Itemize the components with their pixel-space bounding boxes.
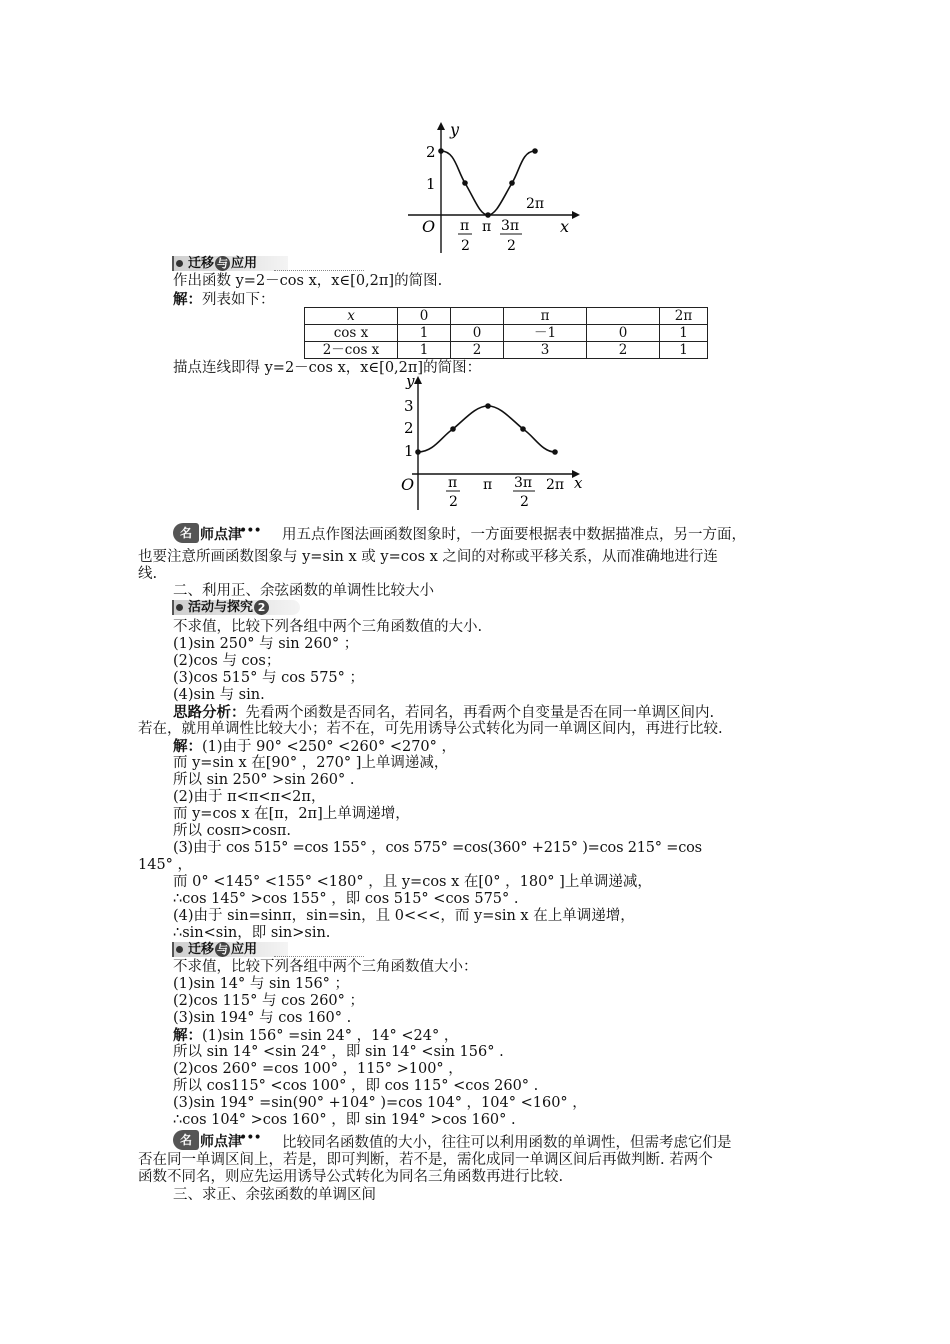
graph-1-xtick-num: π: [460, 218, 470, 234]
problem-item: (1)sin 14° 与 sin 156° ；: [173, 976, 350, 992]
solution-line: [173, 1027, 458, 1045]
section-banner: [172, 942, 288, 957]
problem-item: (2)cos 与 cos；: [173, 653, 281, 669]
graph-2-point: [552, 449, 558, 455]
graph-2-ytick-1: 1: [404, 442, 414, 460]
tip-text: 否在同一单调区间上，若是，即可判断，若不是，需化成同一单调区间后再做判断. 若两个: [138, 1152, 713, 1168]
graph-2-point: [415, 449, 421, 455]
table-cell: 1: [660, 325, 708, 342]
graph-1-xtick-3pi-over-2: [500, 218, 522, 254]
table-cell: x: [305, 308, 398, 325]
graph-2-xtick-den: 2: [449, 494, 458, 510]
graph-1-ytick-2: 2: [426, 143, 436, 161]
graph-2-x-label: x: [574, 474, 583, 492]
graph-2-point: [450, 426, 456, 432]
table-row: [305, 342, 708, 359]
graph-2-point: [485, 403, 491, 409]
solution-text: (3)由于 cos 515° =cos 155° ，cos 575° =cos(360° +215° )=cos 215° =cos: [173, 840, 702, 856]
graph-2-xtick-den: 2: [520, 494, 529, 510]
solution-text: (4)由于 sin=sinπ，sin=sin，且 0<<<，而 y=sin x 在上单调递增，: [173, 908, 635, 924]
solution-text: 而 y=sin x 在[90° ，270° ]上单调递减，: [173, 755, 449, 771]
solution-text: ∴cos 104° >cos 160° ，即 sin 194° >cos 160° .: [173, 1112, 516, 1128]
graph-1-origin: O: [422, 217, 436, 236]
table-cell: 1: [660, 342, 708, 359]
analysis-label: 思路分析：: [173, 704, 246, 721]
graph-2-xtick-pi-over-2: [446, 475, 460, 510]
graph-1-y-label: y: [450, 120, 460, 139]
solution-text: 所以 cos115° <cos 100° ，即 cos 115° <cos 260° .: [173, 1078, 539, 1094]
table-cell: 2: [451, 342, 504, 359]
solution-text: 而 0° <145° <155° <180° ，且 y=cos x 在[0° ，180° ]上单调递减，: [173, 874, 652, 890]
analysis-text: 先看两个函数是否同名，若同名，再看两个自变量是否在同一单调区间内.: [245, 705, 715, 721]
banner-text: 应用: [231, 256, 258, 271]
table-cell: －1: [504, 325, 587, 342]
banner-mark: 2: [254, 600, 269, 615]
graph-1-curve: [441, 151, 535, 215]
banner-underline: [274, 270, 364, 271]
table-cell: [587, 308, 660, 325]
table-cell: 2－cos x: [305, 342, 398, 359]
solution-text: ∴cos 145° >cos 155° ，即 cos 515° <cos 575° .: [173, 891, 519, 907]
graph-1-point: [509, 180, 515, 186]
graph-1-xtick-pi: π: [482, 219, 492, 235]
table-cell: 1: [398, 342, 451, 359]
table-row: [305, 325, 708, 342]
after-table-text: 描点连线即得 y=2－cos x，x∈[0,2π]的简图：: [173, 360, 482, 376]
tip-label: 师点津: [200, 1134, 242, 1150]
banner-mark: 与: [217, 257, 229, 270]
graph-1-point: [532, 148, 538, 154]
section-banner: [172, 256, 288, 271]
table-cell: π: [504, 308, 587, 325]
problem-item: (3)sin 194° 与 cos 160° .: [173, 1010, 352, 1026]
graph-1-x-arrow: [572, 211, 580, 219]
analysis-text: 若在，就用单调性比较大小；若不在，可先用诱导公式转化为同一单调区间内，再进行比较.: [138, 721, 723, 737]
solution-text: 所以 sin 250° >sin 260° .: [173, 772, 355, 788]
graph-1-y-arrow: [437, 122, 445, 130]
tip-text: 函数不同名，则应先运用诱导公式转化为同名三角函数再进行比较.: [138, 1169, 564, 1185]
graph-1-xtick-den: 2: [507, 238, 516, 254]
problem-item: (3)cos 515° 与 cos 575° ；: [173, 670, 365, 686]
table-cell: 0: [451, 325, 504, 342]
graph-2-y-label: y: [406, 372, 415, 390]
graph-1-xtick-2pi: 2π: [526, 196, 545, 212]
table-row: [305, 308, 708, 325]
table-cell: 1: [398, 325, 451, 342]
tip-tag: 名: [173, 1130, 199, 1150]
graph-2-ytick-3: 3: [404, 397, 414, 415]
solution-text: (2)cos 260° =cos 100° ，115° >100° ，: [173, 1061, 463, 1077]
graph-2: [392, 372, 592, 512]
solution-label: 解：: [173, 738, 202, 755]
banner-underline: [274, 956, 364, 957]
solution-text: (3)sin 194° =sin(90° +104° )=cos 104° ，104° <160° ，: [173, 1095, 587, 1111]
graph-1-xtick-den: 2: [461, 238, 470, 254]
table-cell: 2π: [660, 308, 708, 325]
graph-1-point: [485, 212, 491, 218]
solution-text: (2)由于 π<π<π<2π，: [173, 789, 326, 805]
table-cell: 3: [504, 342, 587, 359]
graph-1-xtick-pi-over-2: [458, 218, 472, 254]
solution-line: [173, 291, 275, 309]
activity-banner: [172, 600, 300, 615]
banner-text: 迁移: [188, 256, 215, 271]
solution-text: (1)由于 90° <250° <260° <270° ，: [202, 739, 457, 755]
table-cell: cos x: [305, 325, 398, 342]
banner-text: 活动与探究: [188, 600, 254, 615]
problem-item: (4)sin 与 sin.: [173, 687, 265, 703]
graph-2-point: [520, 426, 526, 432]
banner-text: 应用: [231, 942, 258, 957]
banner-text: 迁移: [188, 942, 215, 957]
value-table: [304, 307, 708, 359]
problem-text: 不求值，比较下列各组中两个三角函数值的大小.: [173, 619, 483, 635]
table-cell: 2: [587, 342, 660, 359]
solution-text: ∴sin<sin，即 sin>sin.: [173, 925, 331, 941]
problem-text: 不求值，比较下列各组中两个三角函数值大小：: [173, 959, 478, 975]
table-cell: 0: [587, 325, 660, 342]
graph-2-origin: O: [401, 475, 415, 494]
graph-2-xtick-3pi-over-2: [513, 475, 535, 510]
graph-1-x-label: x: [560, 217, 570, 236]
tip-text: 线.: [138, 566, 158, 582]
solution-line: [173, 738, 456, 756]
graph-2-xtick-pi: π: [483, 477, 493, 493]
teacher-tip-badge: [173, 1130, 261, 1150]
tip-dots: •••: [239, 523, 261, 539]
solution-text: 所以 sin 14° <sin 24° ，即 sin 14° <sin 156° .: [173, 1044, 504, 1060]
graph-2-curve: [418, 406, 555, 452]
tip-text: 也要注意所画函数图象与 y=sin x 或 y=cos x 之间的对称或平移关系，从而准确地进行连: [138, 549, 718, 565]
graph-1-point: [462, 180, 468, 186]
section-heading: 二、利用正、余弦函数的单调性比较大小: [173, 583, 434, 599]
solution-text: 145° ，: [138, 857, 193, 873]
graph-2-xtick-num: 3π: [514, 475, 533, 491]
banner-mark: 与: [217, 943, 229, 956]
solution-label: 解：: [173, 1027, 202, 1044]
graph-1-xtick-num: 3π: [501, 218, 520, 234]
graph-1-ytick-1: 1: [426, 175, 436, 193]
solution-text: 列表如下：: [202, 292, 275, 308]
graph-2-ytick-2: 2: [404, 419, 414, 437]
problem-item: (1)sin 250° 与 sin 260° ；: [173, 636, 359, 652]
table-cell: [451, 308, 504, 325]
solution-label: 解：: [173, 291, 202, 308]
graph-2-xtick-2pi: 2π: [546, 477, 565, 493]
graph-1-point: [438, 148, 444, 154]
table-cell: 0: [398, 308, 451, 325]
graph-1: [400, 118, 590, 258]
analysis-line: [173, 704, 714, 722]
section-heading: 三、求正、余弦函数的单调区间: [173, 1187, 376, 1203]
problem-item: (2)cos 115° 与 cos 260° ；: [173, 993, 365, 1009]
tip-dots: •••: [239, 1130, 261, 1146]
tip-text: 比较同名函数值的大小，往往可以利用函数的单调性，但需考虑它们是: [282, 1135, 732, 1151]
teacher-tip-badge: [173, 523, 261, 543]
solution-text: 而 y=cos x 在[π，2π]上单调递增，: [173, 806, 410, 822]
tip-label: 师点津: [200, 527, 242, 543]
problem-text: 作出函数 y=2－cos x，x∈[0,2π]的简图.: [173, 273, 443, 289]
graph-2-xtick-num: π: [448, 475, 458, 491]
solution-text: (1)sin 156° =sin 24° ，14° <24° ，: [202, 1028, 459, 1044]
tip-tag: 名: [173, 523, 199, 543]
graph-2-y-arrow: [414, 376, 422, 384]
tip-text: 用五点作图法画函数图象时，一方面要根据表中数据描准点，另一方面，: [282, 527, 746, 543]
solution-text: 所以 cosπ>cosπ.: [173, 823, 292, 839]
